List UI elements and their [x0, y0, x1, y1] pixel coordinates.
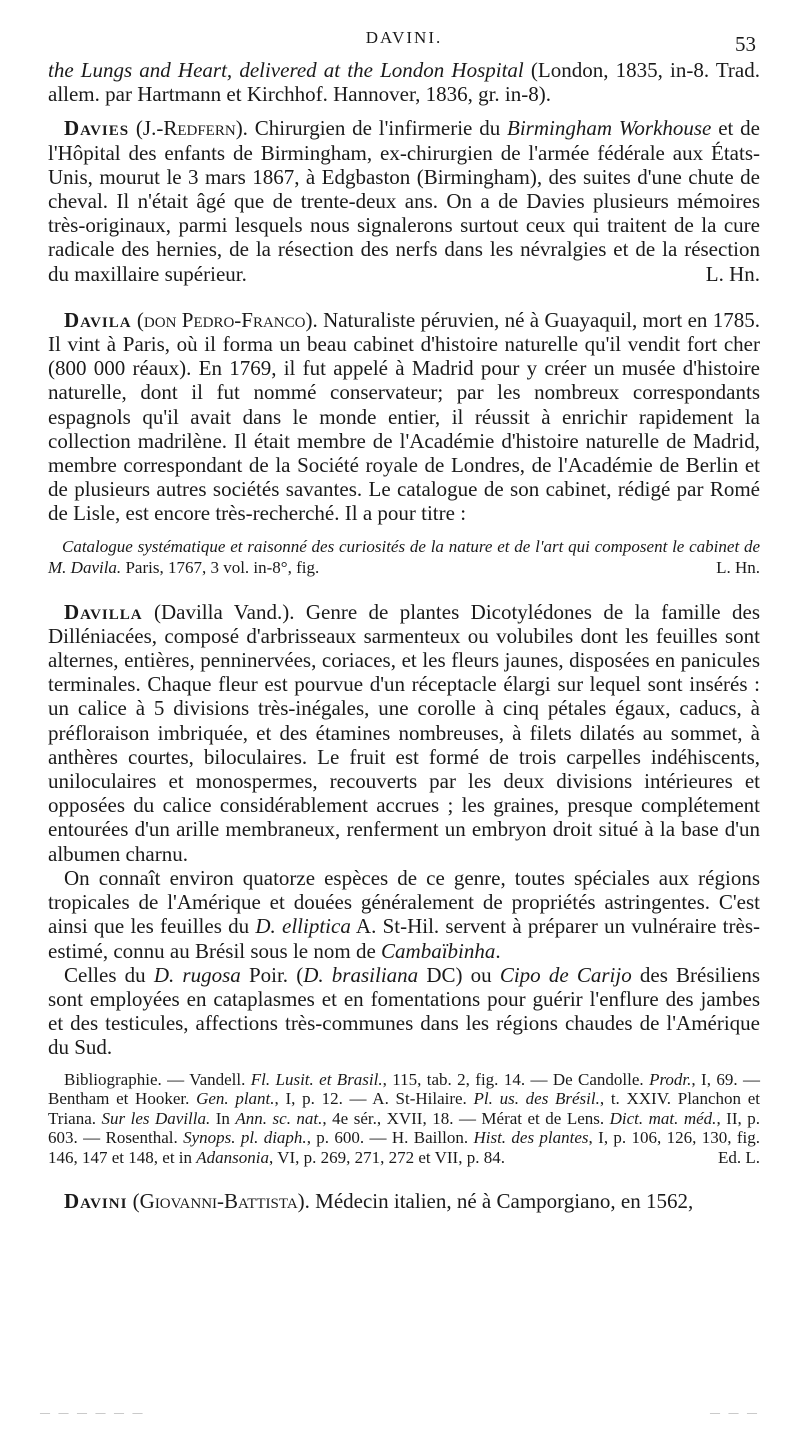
scan-footer-marks	[40, 1408, 760, 1419]
author-signature: L. Hn.	[716, 557, 760, 577]
catalogue-citation: Catalogue systématique et raisonné des curiosités de la nature et de l'art qui composent le cabinet de M. Davila. Paris, 1767, 3 vol. in-8°, fig. L. Hn.	[48, 536, 760, 577]
headword-davilla: Davilla	[64, 599, 143, 624]
headword-davies: Davies	[64, 116, 130, 141]
footer-left-marks: — — — — — —	[40, 1408, 146, 1419]
author-signature: Ed. L.	[717, 1147, 760, 1167]
entry-davini: Davini (Giovanni-Battista). Médecin italien, né à Camporgiano, en 1562,	[64, 1189, 694, 1214]
davilla-uses-paragraph: Celles du D. rugosa Poir. (D. brasiliana DC) ou Cipo de Carijo des Brésiliens sont employées en cataplasmes et en fomentations pour guérir l'enflure des jambes et des testicules, affections très-communes dans les régions chaudes de l'Amérique du Sud.	[48, 962, 761, 1060]
entry-davies: Davies (J.-Redfern). Chirurgien de l'infirmerie du Birmingham Workhouse et de l'Hôpital des enfants de Birmingham, ex-chirurgien de l'armée fédérale aux États-Unis, mourut le 3 mars 1867, à Edgbaston (Birmingham), des suites d'une chute de cheval. Il n'était âgé que de trente-deux ans. On a de Davies plusieurs mémoires très-originaux, parmi lesquels nous signalerons surtout ceux qui traitent de la cure radicale des hernies, de la résection des nerfs dans les névralgies et de la résection du maxillaire supérieur. L. Hn.	[48, 116, 760, 286]
continuation-paragraph: the Lungs and Heart, delivered at the London Hospital (London, 1835, in-8. Trad. allem. par Hartmann et Kirchhof. Hannover, 1836, gr. in-8).	[48, 58, 760, 107]
book-title: the Lungs and Heart, delivered at the London Hospital	[48, 58, 524, 82]
running-head-title: DAVINI.	[365, 28, 443, 47]
entry-davilla: Davilla (Davilla Vand.). Genre de plantes Dicotylédones de la famille des Dilléniacées, composé d'arbrisseaux sarmenteux ou volubiles dont les feuilles sont alternes, entières, penninervées, coriaces, et les fleurs jaunes, disposées en panicules terminales. Chaque fleur est pourvue d'un réceptacle élargi sur lequel sont insérés : un calice à 5 divisions très-inégales, une corolle à cinq pétales égaux, caducs, à préfloraison imbriquée, et des étamines nombreuses, à filets dilatés au sommet, à anthères courtes, biloculaires. Le fruit est formé de trois carpelles indéhiscents, uniloculaires et monospermes, recouverts par les deux divisions intérieures et opposées du calice considérablement accrues ; les graines, presque complétement entourées d'un arille membraneux, renferment un embryon droit situé à la base d'un albumen charnu.	[48, 599, 760, 866]
headword-davini: Davini	[64, 1189, 128, 1214]
davilla-species-paragraph: On connaît environ quatorze espèces de ce genre, toutes spéciales aux régions tropicales de l'Amérique et douées généralement de propriétés astringentes. C'est ainsi que les feuilles du D. elliptica A. St-Hil. servent à préparer un vulnéraire très-estimé, connu au Brésil sous le nom de Cambaïbinha.	[48, 865, 761, 963]
footer-right-marks: — — —	[710, 1408, 760, 1419]
bibliography: Bibliographie. — Vandell. Fl. Lusit. et Brasil., 115, tab. 2, fig. 14. — De Candolle. Prodr., I, 69. — Bentham et Hooker. Gen. plant., I, p. 12. — A. St-Hilaire. Pl. us. des Brésil., t. XXIV. Planchon et Triana. Sur les Davilla. In Ann. sc. nat., 4e sér., XVII, 18. — Mérat et de Lens. Dict. mat. méd., II, p. 603. — Rosenthal. Synops. pl. diaph., p. 600. — H. Baillon. Hist. des plantes, I, p. 106, 126, 130, fig. 146, 147 et 148, et in Adansonia, VI, p. 269, 271, 272 et VII, p. 84. Ed. L.	[48, 1069, 761, 1167]
entry-davila: Davila (don Pedro-Franco). Naturaliste péruvien, né à Guayaquil, mort en 1785. Il vint à Paris, où il forma un beau cabinet d'histoire naturelle qu'il vendit fort cher (800 000 réaux). En 1769, il fut appelé à Madrid pour y créer un musée d'histoire naturelle, dont il fut nommé conservateur; par les nombreux correspondants espagnols qu'il avait dans le monde entier, il réussit à enrichir rapidement la collection madrilène. Il était membre de l'Académie d'histoire naturelle de Madrid, membre correspondant de la Société royale de Londres, de l'Académie de Berlin et de plusieurs autres sociétés savantes. Le catalogue de son cabinet, rédigé par Romé de Lisle, est encore très-recherché. Il a pour titre :	[48, 307, 760, 526]
running-header	[48, 28, 760, 58]
author-signature: L. Hn.	[705, 261, 760, 286]
page-number: 53	[735, 32, 756, 56]
headword-davila: Davila	[64, 307, 132, 332]
